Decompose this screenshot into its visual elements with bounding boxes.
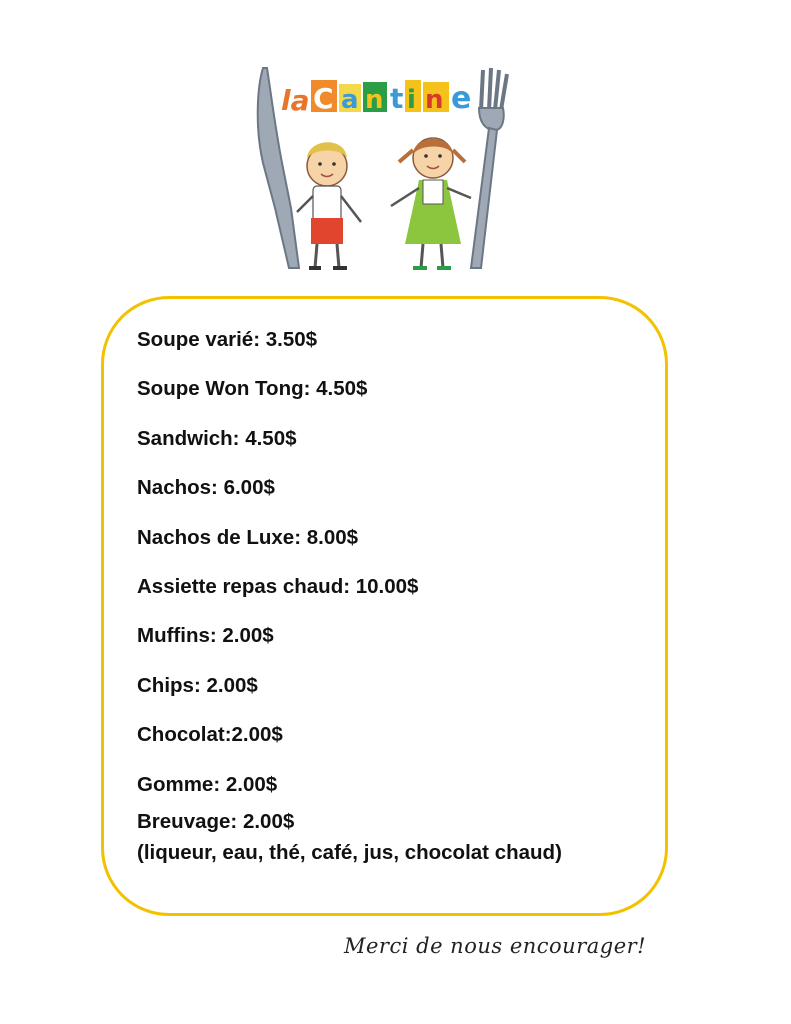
svg-text:t: t (390, 82, 404, 115)
menu-item-gomme: Gomme: 2.00$ (137, 772, 278, 796)
menu-item-chips: Chips: 2.00$ (137, 673, 258, 697)
menu-item-chocolat: Chocolat:2.00$ (137, 723, 283, 747)
footer-thank-you: Merci de nous encourager! (344, 934, 647, 958)
svg-text:la: la (281, 84, 310, 117)
menu-item-soupe-won-tong: Soupe Won Tong: 4.50$ (137, 377, 368, 401)
svg-text:C: C (313, 82, 334, 115)
menu-item-nachos-de-luxe: Nachos de Luxe: 8.00$ (137, 525, 359, 549)
svg-text:e: e (451, 81, 472, 116)
svg-text:i: i (407, 85, 416, 115)
svg-text:a: a (341, 85, 359, 115)
menu-item-soupe-variee: Soupe varié: 3.50$ (137, 328, 318, 351)
logo-title-letters (281, 80, 471, 117)
svg-text:n: n (425, 85, 444, 115)
breuvage-label: Breuvage: 2.00$ (137, 809, 295, 833)
fork-icon (471, 68, 507, 268)
breuvage-note: (liqueur, eau, thé, café, jus, chocolat chaud) (137, 840, 562, 864)
menu-list (137, 325, 562, 869)
menu-item-nachos: Nachos: 6.00$ (137, 476, 275, 500)
menu-item-breuvage (137, 807, 562, 869)
menu-item-muffins: Muffins: 2.00$ (137, 624, 274, 648)
la-cantine-logo (245, 58, 525, 280)
svg-text:n: n (365, 85, 384, 115)
menu-item-assiette-repas-chaud: Assiette repas chaud: 10.00$ (137, 574, 419, 598)
girl-figure (391, 138, 471, 268)
menu-item-sandwich: Sandwich: 4.50$ (137, 426, 297, 450)
boy-figure (297, 142, 361, 268)
